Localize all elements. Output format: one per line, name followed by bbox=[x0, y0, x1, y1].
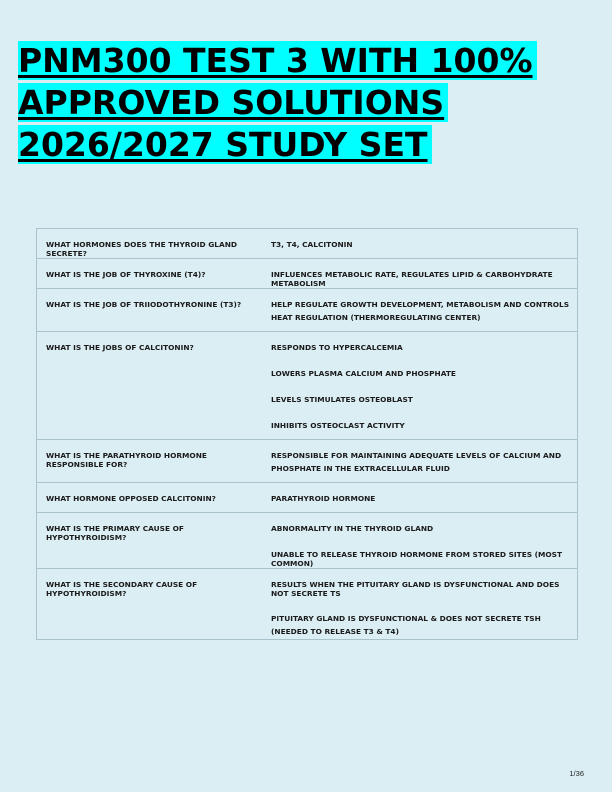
answer-line: PARATHYROID HORMONE bbox=[271, 494, 376, 503]
answer-cell bbox=[262, 483, 577, 512]
answer-cell bbox=[262, 332, 577, 439]
answer-cell bbox=[262, 289, 577, 331]
answer-line: LOWERS PLASMA CALCIUM AND PHOSPHATE bbox=[271, 369, 456, 378]
answer-line: LEVELS STIMULATES OSTEOBLAST bbox=[271, 395, 413, 404]
question-cell: WHAT IS THE JOB OF THYROXINE (T4)? bbox=[46, 270, 206, 279]
qa-row bbox=[37, 229, 577, 259]
answer-line: RESPONDS TO HYPERCALCEMIA bbox=[271, 343, 403, 352]
answer-cell bbox=[262, 513, 577, 568]
question-cell: WHAT HORMONE OPPOSED CALCITONIN? bbox=[46, 494, 216, 503]
question-cell: WHAT IS THE PARATHYROID HORMONE RESPONSIBLE FOR? bbox=[46, 451, 207, 469]
answer-line: INHIBITS OSTEOCLAST ACTIVITY bbox=[271, 421, 405, 430]
answer-cell bbox=[262, 229, 577, 258]
answer-line: ABNORMALITY IN THE THYROID GLAND bbox=[271, 524, 434, 533]
answer-line: HELP REGULATE GROWTH DEVELOPMENT, METABOLISM AND CONTROLS HEAT REGULATION (THERMOREGULATING CENTER) bbox=[271, 300, 570, 322]
qa-row bbox=[37, 289, 577, 332]
qa-row bbox=[37, 440, 577, 483]
title-line: 2026/2027 STUDY SET bbox=[18, 124, 578, 166]
title-line: PNM300 TEST 3 WITH 100% bbox=[18, 40, 578, 82]
answer-line: PITUITARY GLAND IS DYSFUNCTIONAL & DOES NOT SECRETE TSH (NEEDED TO RELEASE T3 & T4) bbox=[271, 614, 541, 636]
question-cell: WHAT IS THE PRIMARY CAUSE OF HYPOTHYROIDISM? bbox=[46, 524, 184, 542]
answer-line: UNABLE TO RELEASE THYROID HORMONE FROM STORED SITES (MOST COMMON) bbox=[271, 550, 563, 568]
qa-row bbox=[37, 483, 577, 513]
answer-cell bbox=[262, 440, 577, 482]
qa-row bbox=[37, 513, 577, 569]
qa-row bbox=[37, 332, 577, 440]
question-cell: WHAT IS THE JOBS OF CALCITONIN? bbox=[46, 343, 194, 352]
qa-row bbox=[37, 259, 577, 289]
page-number: 1/36 bbox=[569, 769, 584, 778]
title-line: APPROVED SOLUTIONS bbox=[18, 82, 578, 124]
answer-line: T3, T4, CALCITONIN bbox=[271, 240, 353, 249]
answer-line: RESULTS WHEN THE PITUITARY GLAND IS DYSFUNCTIONAL AND DOES NOT SECRETE TS bbox=[271, 580, 560, 598]
answer-cell bbox=[262, 569, 577, 639]
answer-cell bbox=[262, 259, 577, 288]
question-cell: WHAT IS THE SECONDARY CAUSE OF HYPOTHYROIDISM? bbox=[46, 580, 198, 598]
answer-line: INFLUENCES METABOLIC RATE, REGULATES LIPID & CARBOHYDRATE METABOLISM bbox=[271, 270, 553, 288]
qa-row bbox=[37, 569, 577, 640]
answer-line: RESPONSIBLE FOR MAINTAINING ADEQUATE LEVELS OF CALCIUM AND PHOSPHATE IN THE EXTRACELLULAR FLUID bbox=[271, 451, 562, 473]
question-cell: WHAT IS THE JOB OF TRIIODOTHYRONINE (T3)? bbox=[46, 300, 242, 309]
question-cell: WHAT HORMONES DOES THE THYROID GLAND SECRETE? bbox=[46, 240, 238, 258]
qa-table bbox=[36, 228, 578, 640]
document-title bbox=[18, 40, 578, 166]
